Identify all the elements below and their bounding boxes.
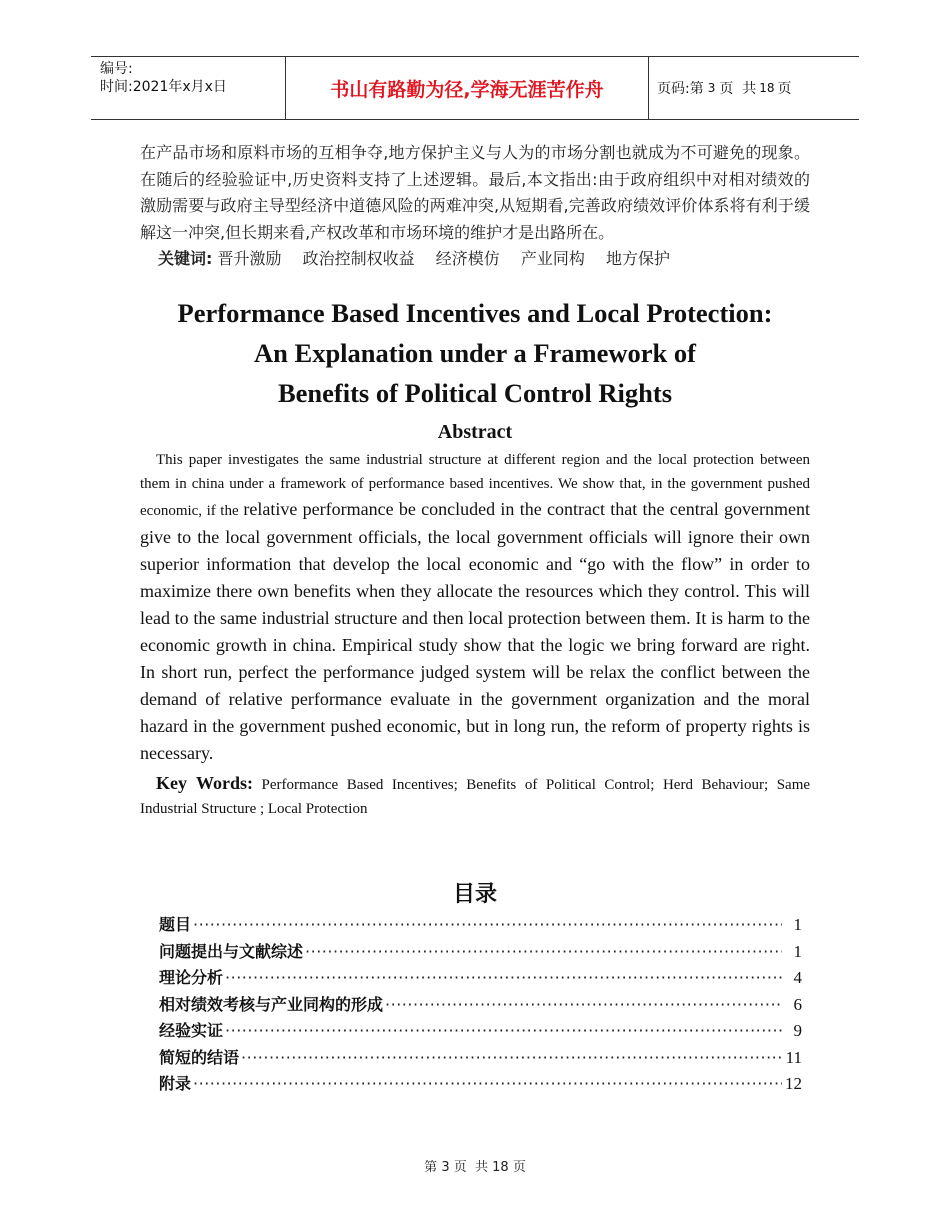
toc-item-page: 9 [793, 1021, 802, 1040]
toc-item[interactable] [159, 912, 802, 939]
header-page-current: 3 [707, 81, 716, 95]
toc-item-label: 附录 [159, 1074, 192, 1093]
english-keywords-label: Key Words: [156, 772, 253, 793]
chinese-keyword: 经济模仿 [435, 249, 500, 268]
chinese-keyword: 政治控制权收益 [302, 249, 415, 268]
page-header [91, 56, 859, 120]
toc-item-page: 1 [793, 941, 802, 961]
header-page-prefix: 页码:第 [657, 81, 704, 97]
toc-leader-dots [241, 1048, 782, 1067]
toc-item[interactable] [159, 939, 802, 966]
toc-title: 目录 [452, 882, 497, 907]
toc-leader-dots [225, 1021, 782, 1040]
footer-total-pages: 18 [492, 1160, 509, 1175]
footer-current-page: 3 [441, 1160, 450, 1175]
header-page-total: 18 [759, 81, 775, 95]
toc-item-page: 6 [793, 994, 802, 1014]
footer-prefix: 第 [424, 1160, 438, 1175]
toc-item-page: 12 [785, 1074, 802, 1093]
english-title-line1: Performance Based Incentives and Local Protection: [177, 298, 773, 328]
toc-item[interactable] [159, 1045, 802, 1072]
abstract-heading: Abstract [437, 421, 513, 443]
chinese-keywords-label: 关键词: [158, 249, 213, 268]
header-page-suffix: 页 [777, 81, 792, 97]
chinese-abstract-text: 在产品市场和原料市场的互相争夺,地方保护主义与人为的市场分割也就成为不可避免的现象。在随后的经验验证中,历史资料支持了上述逻辑。最后,本文指出:由于政府组织中对相对绩效的激励需要与政府主导型经济中道德风险的两难冲突,从短期看,完善政府绩效评价体系将有利于缓解这一冲突,但长期来看,产权改革和市场环境的维护才是出路所在。 [140, 143, 810, 242]
chinese-keyword: 产业同构 [520, 249, 585, 268]
chinese-keyword: 地方保护 [605, 249, 670, 268]
toc-item-label: 简短的结语 [159, 1047, 240, 1067]
page-footer [0, 1156, 950, 1175]
footer-mid: 页 共 [453, 1160, 488, 1175]
document-body [140, 140, 810, 821]
toc-item-label: 问题提出与文献综述 [159, 941, 304, 961]
toc-item[interactable] [159, 965, 802, 992]
abstract-text-large: relative performance be concluded in the contract that the central government give to the local government officials, the local government officials will ignore their own superior information that develop the local economic and “go with the flow” in order to maximize there own benefits when they allocate the resources which they control. This will lead to the same industrial structure and then local protection between them. It is harm to the economic growth in china. Empirical study show that the logic we bring forward are right. In short run, perfect the performance judged system will be relax the conflict between the demand of relative performance evaluate in the government organization and the moral hazard in the government pushed economic, but in long run, the reform of property rights is necessary. [140, 499, 811, 763]
toc-item-page: 4 [793, 968, 802, 987]
toc-leader-dots [193, 915, 782, 934]
toc-item-label: 题目 [159, 915, 192, 934]
toc-leader-dots [385, 995, 782, 1014]
toc-leader-dots [225, 968, 782, 987]
chinese-keywords [158, 246, 810, 272]
header-time-label: 时间:2021年x月x日 [100, 79, 227, 95]
chinese-keyword: 晋升激励 [217, 249, 282, 268]
header-page-mid: 页 共 [719, 81, 757, 97]
header-page-info [649, 57, 859, 119]
toc-item-label: 经验实证 [159, 1021, 224, 1040]
toc-leader-dots [193, 1074, 782, 1093]
toc-item[interactable] [159, 1018, 802, 1045]
header-motto: 书山有路勤为径,学海无涯苦作舟 [286, 57, 649, 119]
toc-item-label: 理论分析 [159, 968, 224, 987]
toc-leader-dots [305, 942, 782, 961]
toc-item-page: 11 [785, 1047, 802, 1067]
english-title-line3: Benefits of Political Control Rights [277, 378, 673, 408]
toc-item-page: 1 [793, 915, 802, 934]
toc-item[interactable] [159, 1071, 802, 1098]
header-meta [91, 57, 286, 119]
english-keywords [140, 771, 810, 821]
toc-item[interactable] [159, 992, 802, 1019]
footer-suffix: 页 [512, 1160, 526, 1175]
toc-item-label: 相对绩效考核与产业同构的形成 [159, 994, 384, 1014]
english-keywords-text: Performance Based Incentives; Benefits of Political Control; Herd Behaviour; Same Industrial Structure ; Local Protection [140, 776, 811, 817]
table-of-contents [159, 912, 802, 1098]
abstract-text-small: This paper investigates the same industrial structure at different region and the local protection between them in china under a framework of performance based incentives. We show that, in the government pushed economic, if the [140, 452, 810, 519]
english-title [110, 293, 840, 413]
english-title-line2: An Explanation under a Framework of [254, 338, 696, 368]
abstract-text [140, 449, 810, 767]
header-number-label: 编号: [100, 61, 133, 77]
